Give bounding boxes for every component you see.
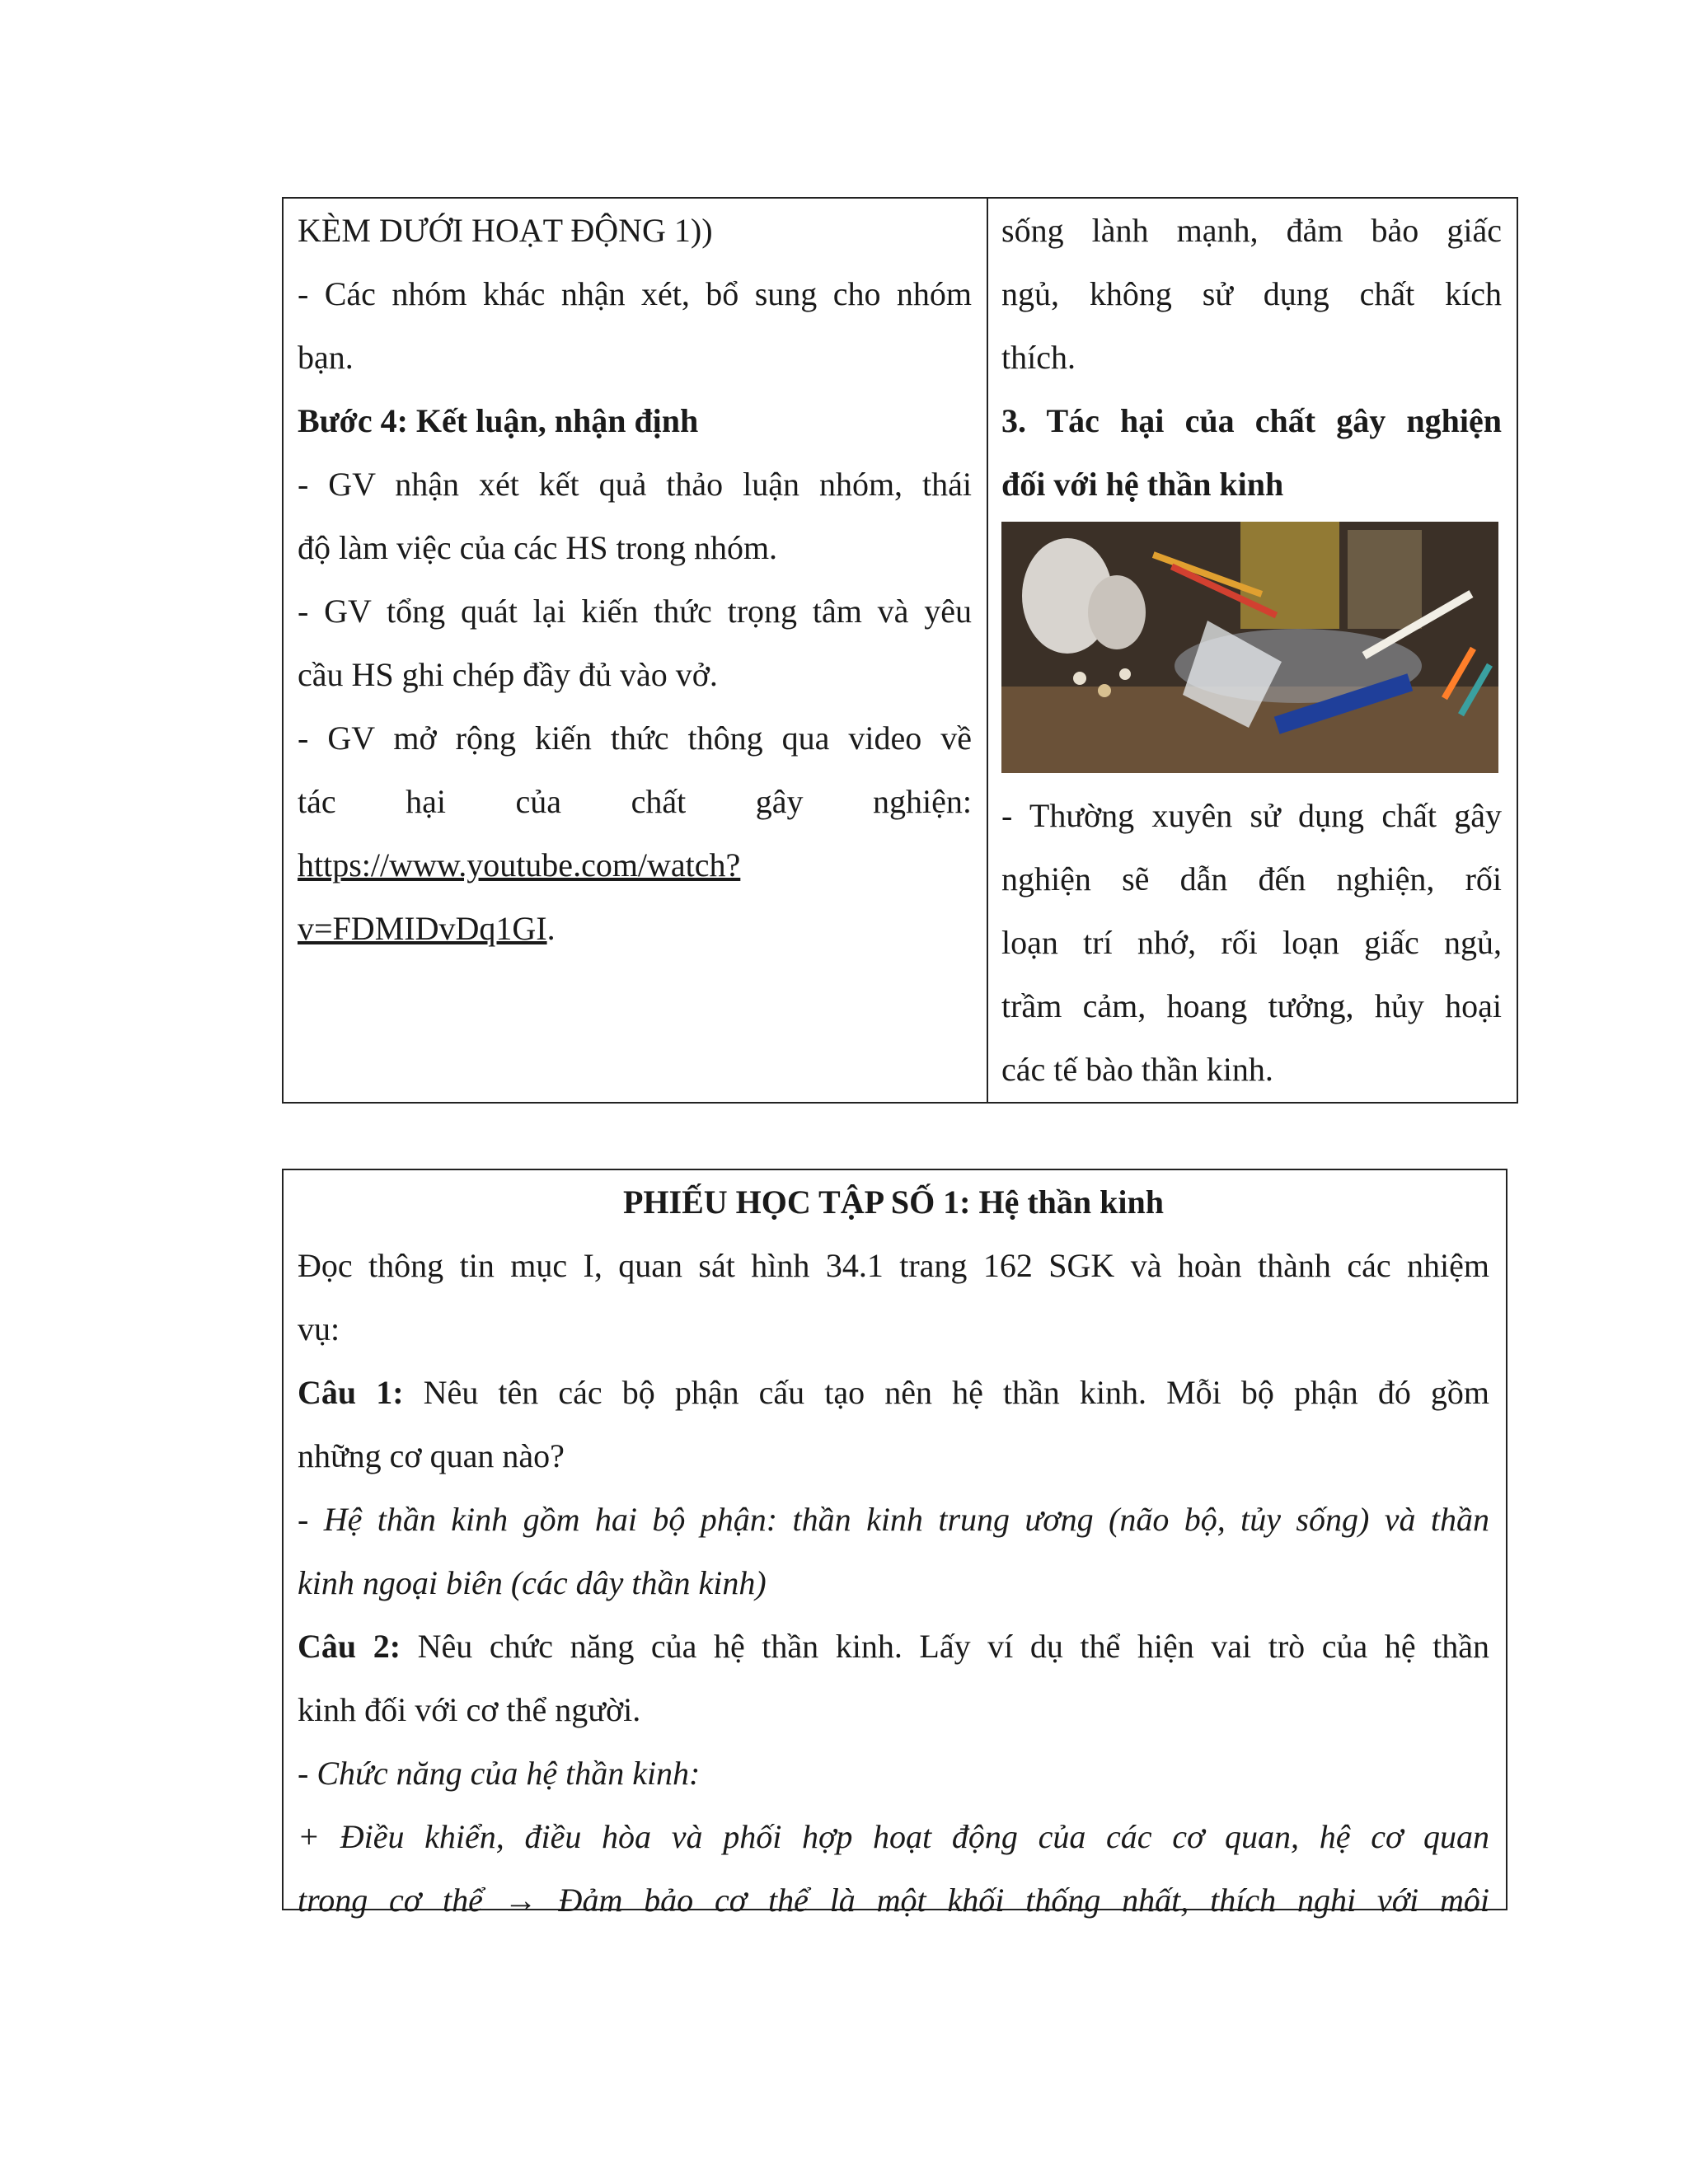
video-link-line-2: v=FDMIDvDq1GI.	[298, 910, 556, 947]
text-line: trầm cảm, hoang tưởng, hủy hoại	[1001, 987, 1502, 1024]
text-line: - GV tổng quát lại kiến thức trọng tâm và yêu	[298, 593, 972, 630]
video-link[interactable]: https://www.youtube.com/watch?	[298, 846, 741, 883]
answer-line: - Chức năng của hệ thần kinh:	[298, 1755, 701, 1792]
question-label: Câu 2:	[298, 1628, 401, 1665]
text-line: ngủ, không sử dụng chất kích	[1001, 275, 1502, 312]
answer-line: kinh ngoại biên (các dây thần kinh)	[298, 1564, 767, 1601]
text-line: sống lành mạnh, đảm bảo giấc	[1001, 212, 1502, 249]
text-line: KÈM DƯỚI HOẠT ĐỘNG 1))	[298, 212, 713, 249]
answer-line: + Điều khiển, điều hòa và phối hợp hoạt động của các cơ quan, hệ cơ quan	[298, 1818, 1489, 1855]
answer-line: trong cơ thể → Đảm bảo cơ thể là một khối thống nhất, thích nghi với môi	[298, 1882, 1489, 1919]
text-line: - GV mở rộng kiến thức thông qua video về	[298, 719, 972, 757]
text-line: các tế bào thần kinh.	[1001, 1051, 1273, 1088]
section-heading: đối với hệ thần kinh	[1001, 466, 1284, 503]
text-line: độ làm việc của các HS trong nhóm.	[298, 529, 778, 566]
section-heading: 3. Tác hại của chất gây nghiện	[1001, 402, 1502, 439]
text-line: nghiện sẽ dẫn đến nghiện, rối	[1001, 860, 1502, 898]
text-line: kinh đối với cơ thể người.	[298, 1691, 641, 1728]
text-line: tác hại của chất gây nghiện:	[298, 783, 972, 820]
answer-line: - Hệ thần kinh gồm hai bộ phận: thần kinh trung ương (não bộ, tủy sống) và thần	[298, 1501, 1489, 1538]
video-link-id[interactable]: v=FDMIDvDq1GI	[298, 910, 547, 947]
text-line: vụ:	[298, 1310, 340, 1347]
worksheet-box	[282, 1169, 1507, 1919]
content-column	[988, 199, 1517, 1102]
question-2: Câu 2: Nêu chức năng của hệ thần kinh. Lấy ví dụ thể hiện vai trò của hệ thần	[298, 1628, 1490, 1665]
addictive-substances-photo	[1001, 522, 1498, 773]
photo-illustration	[1001, 522, 1498, 773]
text-line: bạn.	[298, 339, 354, 376]
text-line: những cơ quan nào?	[298, 1437, 565, 1474]
video-link-line-1	[298, 833, 972, 897]
question-1: Câu 1: Nêu tên các bộ phận cấu tạo nên hệ thần kinh. Mỗi bộ phận đó gồm	[298, 1374, 1490, 1411]
text-line: cầu HS ghi chép đầy đủ vào vở.	[298, 656, 718, 693]
text-line: loạn trí nhớ, rối loạn giấc ngủ,	[1001, 924, 1502, 961]
text-line: - Thường xuyên sử dụng chất gây	[1001, 797, 1502, 834]
question-label: Câu 1:	[298, 1374, 404, 1411]
activity-table	[282, 197, 1518, 1104]
worksheet-title: PHIẾU HỌC TẬP SỐ 1: Hệ thần kinh	[622, 1183, 1165, 1221]
text-line: thích.	[1001, 339, 1076, 376]
text-line: - GV nhận xét kết quả thảo luận nhóm, thái	[298, 466, 972, 503]
text-line: Đọc thông tin mục I, quan sát hình 34.1 trang 162 SGK và hoàn thành các nhiệm	[298, 1247, 1489, 1284]
step-heading: Bước 4: Kết luận, nhận định	[298, 402, 699, 439]
text-line: - Các nhóm khác nhận xét, bổ sung cho nhóm	[298, 275, 972, 312]
teacher-activity-column	[284, 199, 988, 1102]
